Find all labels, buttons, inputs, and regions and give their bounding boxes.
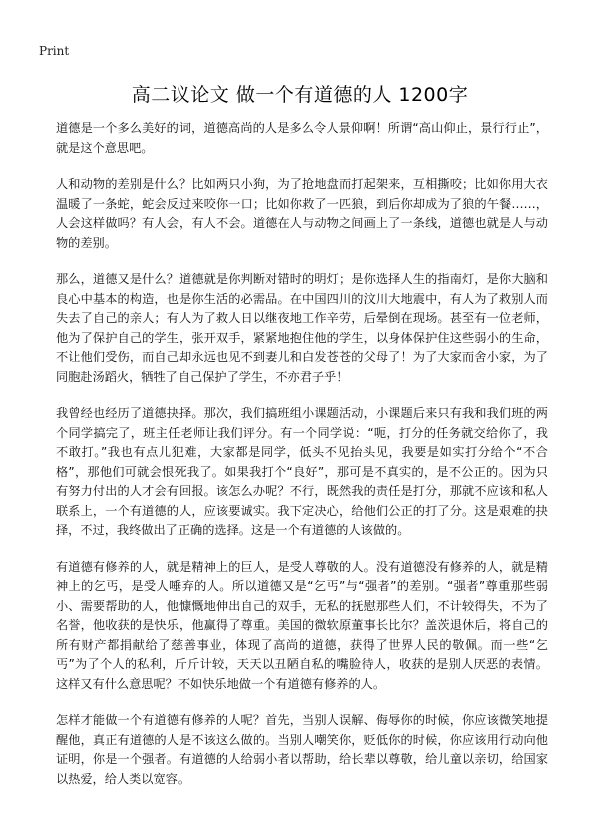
paragraph-3: 那么，道德又是什么？道德就是你判断对错时的明灯；是你选择人生的指南灯，是你大脑和良心中基本的构造，也是你生活的必需品。在中国四川的汶川大地震中，有人为了救别人而失去了自己的亲人；有人为了救人日以继夜地工作辛劳，后晕倒在现场。甚至有一位老师，他为了保护自己的学生，张开双手，紧紧地抱住他的学生，以身体保护住这些弱小的生命，不让他们受伤，而自己却永远也见不到妻儿和白发苍苍的父母了！为了大家而舍小家，为了同胞赴汤蹈火，牺牲了自己保护了学生，不亦君子乎！ <box>56 272 548 384</box>
page-title: 高二议论文 做一个有道德的人 1200字 <box>131 84 469 106</box>
paragraph-1: 道德是一个多么美好的词，道德高尚的人是多么令人景仰啊！所谓“高山仰止，景行行止”，就是这个意思吧。 <box>56 121 548 155</box>
paragraph-4: 我曾经也经历了道德抉择。那次，我们搞班组小课题活动，小课题后来只有我和我们班的两个同学搞完了，班主任老师让我们评分。有一个同学说：“呃，打分的任务就交给你了，我不敢打。”我也有点儿犯难，大家都是同学，低头不见抬头见，我要是如实打分给个“不合格”，那他们可就会恨死我了。如果我打个“良好”，那可是不真实的，是不公正的。因为只有努力付出的人才会有回报。该怎么办呢？不行，既然我的责任是打分，那就不应该和私人联系上，一个有道德的人，应该要诚实。我下定决心，给他们公正的打了分。这是艰难的抉择，不过，我终做出了正确的选择。这是一个有道德的人该做的。 <box>56 406 548 537</box>
paragraph-5: 有道德有修养的人，就是精神上的巨人，是受人尊敬的人。没有道德没有修养的人，就是精神上的乞丐，是受人唾弃的人。所以道德又是“乞丐”与“强者”的差别。“强者”尊重那些弱小、需要帮助的人，他慷慨地伸出自己的双手，无私的抚慰那些人们，不计较得失，不为了名誉，他收获的是快乐，他赢得了尊重。美国的微软原董事长比尔？盖茨退休后，将自己的所有财产都捐献给了慈善事业，体现了高尚的道德，获得了世界人民的敬佩。而一些“乞丐”为了个人的私利，斤斤计较，天天以丑陋自私的嘴脸待人，收获的是别人厌恶的表情。这样又有什么意思呢？不如快乐地做一个有道德有修养的人。 <box>56 559 548 691</box>
article-body <box>56 119 548 806</box>
paragraph-2: 人和动物的差别是什么？比如两只小狗，为了抢地盘而打起架来，互相撕咬；比如你用大衣温暖了一条蛇，蛇会反过来咬你一口；比如你救了一匹狼，到后你却成为了狼的午餐……，人会这样做吗？有人会，有人不会。道德在人与动物之间画上了一条线，道德也就是人与动物的差别。 <box>56 177 548 250</box>
print-link[interactable]: Print <box>39 44 70 58</box>
paragraph-6: 怎样才能做一个有道德有修养的人呢？首先，当别人误解、侮辱你的时候，你应该微笑地提醒他，真正有道德的人是不该这么做的。当别人嘲笑你，贬低你的时候，你应该用行动向他证明，你是一个强者。有道德的人给弱小者以帮助，给长辈以尊敬，给儿童以亲切，给国家以热爱，给人类以宽容。 <box>56 713 548 786</box>
